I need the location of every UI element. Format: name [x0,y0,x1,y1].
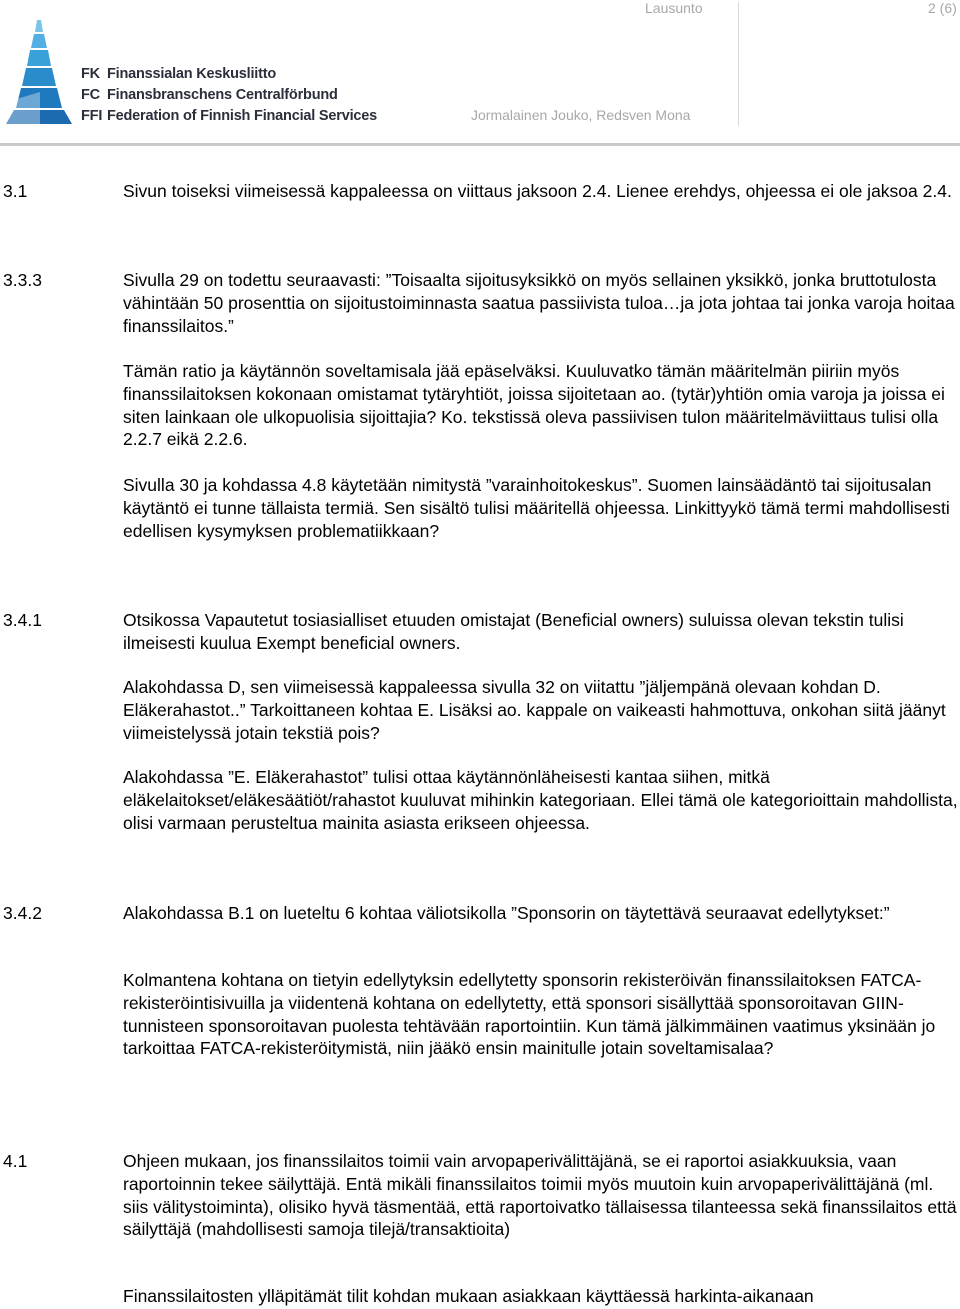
section-paragraph: Tämän ratio ja käytännön soveltamisala jää epäselväksi. Kuuluvatko tämän määritelmän piiriin myös finanssilaitoksen kokonaan omistamat tytäryhtiöt, joissa sijoitetaan ao. (tytär)yhtiön omia varoja ja joissa ei siten lainkaan ole ulkopuolisia sijoittajia? Ko. tekstissä oleva passiivisen tulon määritelmäviittaus tulisi olla 2.2.7 eikä 2.2.6. [123,361,945,450]
logo-abbr: FC [81,87,100,103]
section-paragraph: Otsikossa Vapautetut tosiasialliset etuuden omistajat (Beneficial owners) suluissa olevan tekstin tulisi ilmeisesti kuulua Exempt beneficial owners. [123,610,904,653]
section-paragraph: Finanssilaitosten ylläpitämät tilit kohdan mukaan asiakkaan käyttäessä harkinta-aikanaan [123,1286,814,1306]
section-paragraph: Sivulla 30 ja kohdassa 4.8 käytetään nimitystä ”varainhoitokeskus”. Suomen lainsäädäntö tai sijoitusalan käytäntö ei tunne tällaista termiä. Sen sisältö tulisi määritellä ohjeessa. Linkittyykö tämä termi mahdollisesti edellisen kysymyksen problematiikkaan? [123,475,950,541]
section-number: 3.4.1 [3,610,42,630]
logo-abbr: FK [81,66,100,82]
fk-logo-mark [0,18,76,128]
header-divider [738,2,739,126]
logo-text-ffi [81,108,377,124]
section-paragraph: Alakohdassa ”E. Eläkerahastot” tulisi ottaa käytännönläheisesti kantaa siihen, mitkä eläkelaitokset/eläkesäätiöt/rahastot kuuluvat mihinkin kategoriaan. Ellei tämä ole kategorioittain mahdollista, olisi varmaan perusteltua mainita asiasta erikseen ohjeessa. [123,767,958,833]
page-number: 2 (6) [928,0,957,16]
logo-text-fk [81,66,276,82]
logo-name: Federation of Finnish Financial Services [107,108,377,124]
section-paragraph: Alakohdassa D, sen viimeisessä kappaleessa sivulla 32 on viitattu ”jäljempänä olevaan kohdan D. Eläkerahastot..” Tarkoittaneen kohtaa E. Lisäksi ao. kappale on vaikeasti hahmottuva, onkohan siitä jäänyt viimeistelyssä jotain tekstiä pois? [123,677,946,743]
section-paragraph: Sivulla 29 on todettu seuraavasti: ”Toisaalta sijoitusyksikkö on myös sellainen yksikkö, jonka bruttotulosta vähintään 50 prosenttia on sijoitustoiminnasta saatua passiivista tuloa…ja jota johtaa tai jonka varoja hoitaa finanssilaitos.” [123,270,955,336]
logo-text-fc [81,87,338,103]
authors-label: Jormalainen Jouko, Redsven Mona [471,107,691,123]
logo-abbr: FFI [81,108,103,124]
logo-name: Finansbranschens Centralförbund [107,87,338,103]
section-paragraph: Alakohdassa B.1 on lueteltu 6 kohtaa väliotsikolla ”Sponsorin on täytettävä seuraavat edellytykset:” [123,903,890,923]
section-paragraph: Sivun toiseksi viimeisessä kappaleessa on viittaus jaksoon 2.4. Lienee erehdys, ohjeessa ei ole jaksoa 2.4. [123,181,952,201]
section-number: 3.1 [3,181,28,201]
document-type-label: Lausunto [645,0,703,16]
logo-name: Finanssialan Keskusliitto [107,66,277,82]
section-number: 3.3.3 [3,270,42,290]
section-number: 4.1 [3,1151,28,1171]
header-rule [0,143,960,146]
section-number: 3.4.2 [3,903,42,923]
section-paragraph: Kolmantena kohtana on tietyin edellytyksin edellytetty sponsorin rekisteröivän finanssilaitoksen FATCA-rekisteröintisivuilla ja viidentenä kohtana on edellytetty, että sponsori sisällyttää sponsoroitavan GIIN-tunnisteen sponsoroitavan puolesta tehtävään raportointiin. Kun tämä jälkimmäinen vaatimus yksinään jo tarkoittaa FATCA-rekisteröitymistä, niin jääkö ensin mainitulle jotain soveltamisalaa? [123,970,936,1059]
section-paragraph: Ohjeen mukaan, jos finanssilaitos toimii vain arvopaperivälittäjänä, se ei raportoi asiakkuuksia, vaan raportoinnin tekee säilyttäjä. Entä mikäli finanssilaitos toimii myös muutoin kuin arvopaperivälittäjänä (ml. siis välitystoiminta), olisiko hyvä täsmentää, että raportoivatko tällaisessa tilanteessa sekä finanssilaitos että säilyttäjä (mahdollisesti samoja tilejä/transaktioita) [123,1151,957,1240]
